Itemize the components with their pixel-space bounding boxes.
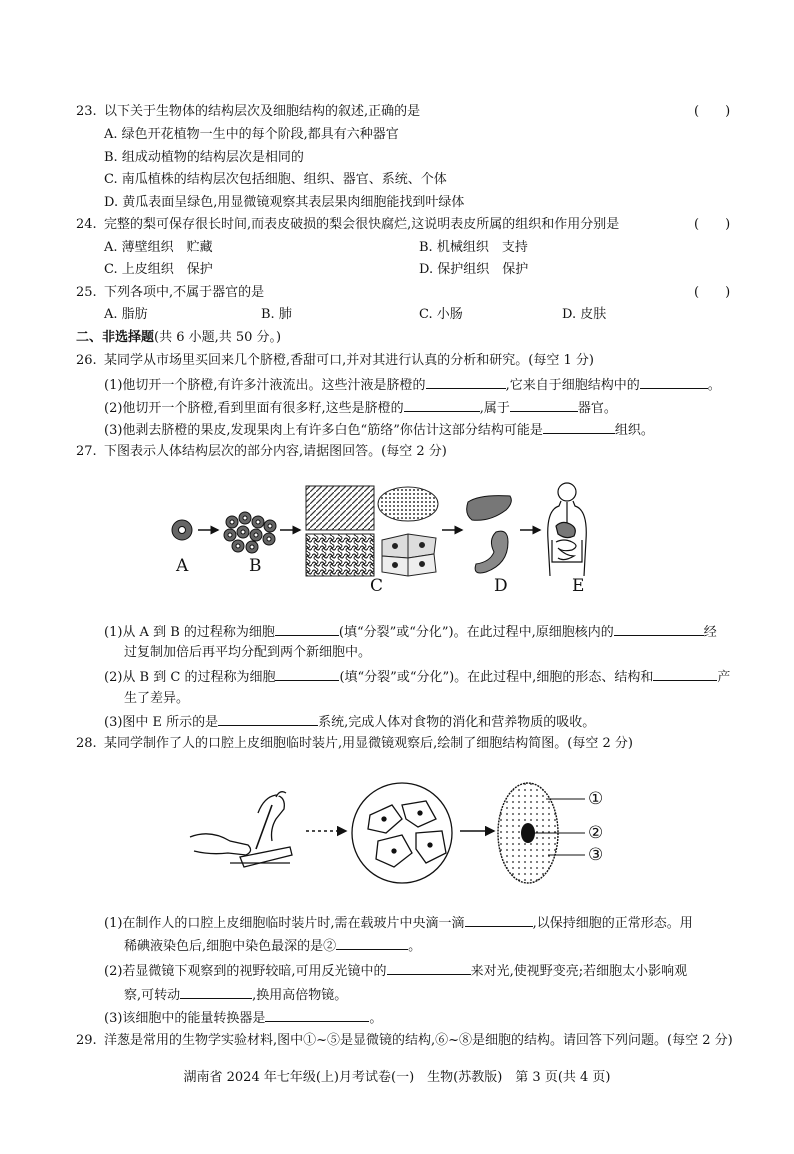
q26-p2-text-b: ,属于: [479, 401, 510, 416]
q25-option-a: A. 脂肪: [104, 307, 148, 322]
q24-number: 24.: [76, 217, 97, 232]
q28-p2-text-c: 察,可转动: [124, 988, 181, 1003]
q28-blank-2[interactable]: [336, 937, 408, 950]
q25-number: 25.: [76, 285, 97, 300]
tissues-c-icon: [306, 486, 438, 576]
q23-option-b: B. 组成动植物的结构层次是相同的: [104, 150, 304, 165]
q27-p2-text-c: 产: [717, 670, 731, 685]
cell-cluster-b-icon: [224, 512, 276, 553]
q27-p3-text-a: (3)图中 E 所示的是: [104, 715, 219, 730]
q26-p3-text-b: 组织。: [614, 423, 654, 438]
q23-option-c: C. 南瓜植株的结构层次包括细胞、组织、器官、系统、个体: [104, 172, 447, 187]
q28-p1-text-a: (1)在制作人的口腔上皮细胞临时装片时,需在载玻片中央滴一滴: [104, 916, 465, 931]
q28-blank-3[interactable]: [387, 962, 471, 975]
q28-p2-text-d: ,换用高倍物镜。: [252, 988, 348, 1003]
q24-stem: 完整的梨可保存很长时间,而表皮破损的梨会很快腐烂,这说明表皮所属的组织和作用分别是: [104, 217, 620, 232]
body-structure-level-diagram: [160, 480, 610, 590]
q26-p1-text-a: (1)他切开一个脐橙,有许多汁液流出。这些汁液是脐橙的: [104, 378, 426, 393]
q27-p2-text-b: (填“分裂”或“分化”)。在此过程中,细胞的形态、结构和: [339, 670, 654, 685]
q28-part1: [104, 914, 693, 932]
q27-p1-text-b: (填“分裂”或“分化”)。在此过程中,原细胞核内的: [338, 625, 614, 640]
q28-p2-text-a: (2)若显微镜下观察到的视野较暗,可用反光镜中的: [104, 964, 387, 979]
q28-p1-continued: [124, 937, 421, 955]
q28-p1-text-c: 稀碘液染色后,细胞中染色最深的是②: [124, 939, 337, 954]
q28-stem: 某同学制作了人的口腔上皮细胞临时装片,用显微镜观察后,绘制了细胞结构简图。(每空 2 分): [104, 736, 633, 751]
q28-p1-text-d: 。: [408, 939, 422, 954]
q26-p2-text-a: (2)他切开一个脐橙,看到里面有很多籽,这些是脐橙的: [104, 401, 404, 416]
q27-blank-1[interactable]: [275, 623, 339, 636]
q28-part2: [104, 962, 687, 980]
slide-preparation-icon: [190, 792, 292, 867]
q27-p2-text-a: (2)从 B 到 C 的过程称为细胞: [104, 670, 276, 685]
q26-blank-5[interactable]: [543, 421, 615, 434]
q26-blank-3[interactable]: [404, 399, 480, 412]
q28-blank-4[interactable]: [180, 986, 252, 999]
q26-part3: [104, 421, 654, 439]
q26-stem: 某同学从市场里买回来几个脐橙,香甜可口,并对其进行认真的分析和研究。(每空 1 分): [104, 353, 594, 368]
q26-blank-1[interactable]: [426, 376, 506, 389]
q28-blank-1[interactable]: [465, 914, 533, 927]
cell-label-3: ③: [588, 845, 604, 865]
q28-number: 28.: [76, 736, 97, 751]
q28-p3-text-a: (3)该细胞中的能量转换器是: [104, 1011, 266, 1026]
diagram-label-c: C: [370, 576, 384, 596]
q25-stem: 下列各项中,不属于器官的是: [104, 285, 265, 300]
q24-option-c: C. 上皮组织 保护: [104, 262, 213, 277]
q28-p3-text-b: 。: [369, 1011, 383, 1026]
q27-blank-2[interactable]: [614, 623, 704, 636]
q26-p1-text-b: ,它来自于细胞结构中的: [505, 378, 640, 393]
q25-option-b: B. 肺: [261, 307, 292, 322]
q24-option-d: D. 保护组织 保护: [419, 262, 529, 277]
cell-label-2: ②: [588, 823, 604, 843]
q27-blank-3[interactable]: [275, 668, 339, 681]
q24-option-b: B. 机械组织 支持: [419, 240, 528, 255]
q28-p2-continued: [124, 986, 347, 1004]
q26-blank-4[interactable]: [510, 399, 578, 412]
q27-stem: 下图表示人体结构层次的部分内容,请据图回答。(每空 2 分): [104, 444, 447, 459]
q28-part3: [104, 1009, 382, 1027]
diagram-label-b: B: [249, 556, 262, 576]
cheek-cell-structure-icon: [498, 783, 585, 883]
cell-label-1: ①: [588, 789, 604, 809]
q24-answer-paren: ( ): [694, 217, 731, 232]
q26-number: 26.: [76, 353, 97, 368]
q24-option-a: A. 薄壁组织 贮藏: [104, 240, 213, 255]
diagram-label-e: E: [572, 576, 585, 596]
q25-option-c: C. 小肠: [419, 307, 463, 322]
diagram-label-a: A: [176, 556, 189, 576]
q27-number: 27.: [76, 444, 97, 459]
q23-option-d: D. 黄瓜表面呈绿色,用显微镜观察其表层果肉细胞能找到叶绿体: [104, 195, 465, 210]
q27-p1-continued: 过复制加倍后再平均分配到两个新细胞中。: [124, 645, 372, 660]
q29-stem: 洋葱是常用的生物学实验材料,图中①~⑤是显微镜的结构,⑥~⑧是细胞的结构。请回答下列问题。(每空 2 分): [104, 1033, 733, 1048]
q23-number: 23.: [76, 104, 97, 119]
organs-d-icon: [467, 496, 512, 573]
q27-part1: [104, 623, 717, 641]
section-heading: [76, 330, 281, 346]
q27-blank-4[interactable]: [653, 668, 717, 681]
page-footer: 湖南省 2024 年七年级(上)月考试卷(一) 生物(苏教版) 第 3 页(共 4 页): [183, 1070, 611, 1085]
q27-part2: [104, 668, 730, 686]
q26-p3-text-a: (3)他剥去脐橙的果皮,发现果肉上有许多白色“筋络”你估计这部分结构可能是: [104, 423, 543, 438]
cell-a-icon: [172, 520, 192, 540]
q25-answer-paren: ( ): [694, 285, 731, 300]
q28-p2-text-b: 来对光,使视野变亮;若细胞太小影响观: [470, 964, 688, 979]
q28-p1-text-b: ,以保持细胞的正常形态。用: [532, 916, 693, 931]
q27-p3-text-b: 系统,完成人体对食物的消化和营养物质的吸收。: [318, 715, 596, 730]
q28-blank-5[interactable]: [265, 1009, 369, 1022]
q26-p2-text-c: 器官。: [577, 401, 617, 416]
q26-blank-2[interactable]: [640, 376, 708, 389]
section-title: 二、非选择题: [76, 330, 155, 345]
q23-stem: 以下关于生物体的结构层次及细胞结构的叙述,正确的是: [104, 104, 421, 119]
digestive-system-e-icon: [548, 483, 587, 576]
microscope-field-icon: [352, 783, 452, 883]
q25-option-d: D. 皮肤: [562, 307, 607, 322]
cheek-cell-slide-diagram: [180, 775, 620, 895]
q26-p1-text-c: 。: [707, 378, 721, 393]
q26-part2: [104, 399, 617, 417]
q27-p1-text-c: 经: [703, 625, 717, 640]
q29-number: 29.: [76, 1033, 97, 1048]
q27-part3: [104, 713, 595, 731]
q27-p1-text-a: (1)从 A 到 B 的过程称为细胞: [104, 625, 275, 640]
section-note: (共 6 小题,共 50 分。): [154, 330, 282, 345]
q26-part1: [104, 376, 721, 394]
diagram-label-d: D: [494, 576, 508, 596]
q27-blank-5[interactable]: [218, 713, 318, 726]
q27-p2-continued: 生了差异。: [124, 691, 190, 706]
q23-answer-paren: ( ): [694, 104, 731, 119]
q23-option-a: A. 绿色开花植物一生中的每个阶段,都具有六种器官: [104, 127, 399, 142]
